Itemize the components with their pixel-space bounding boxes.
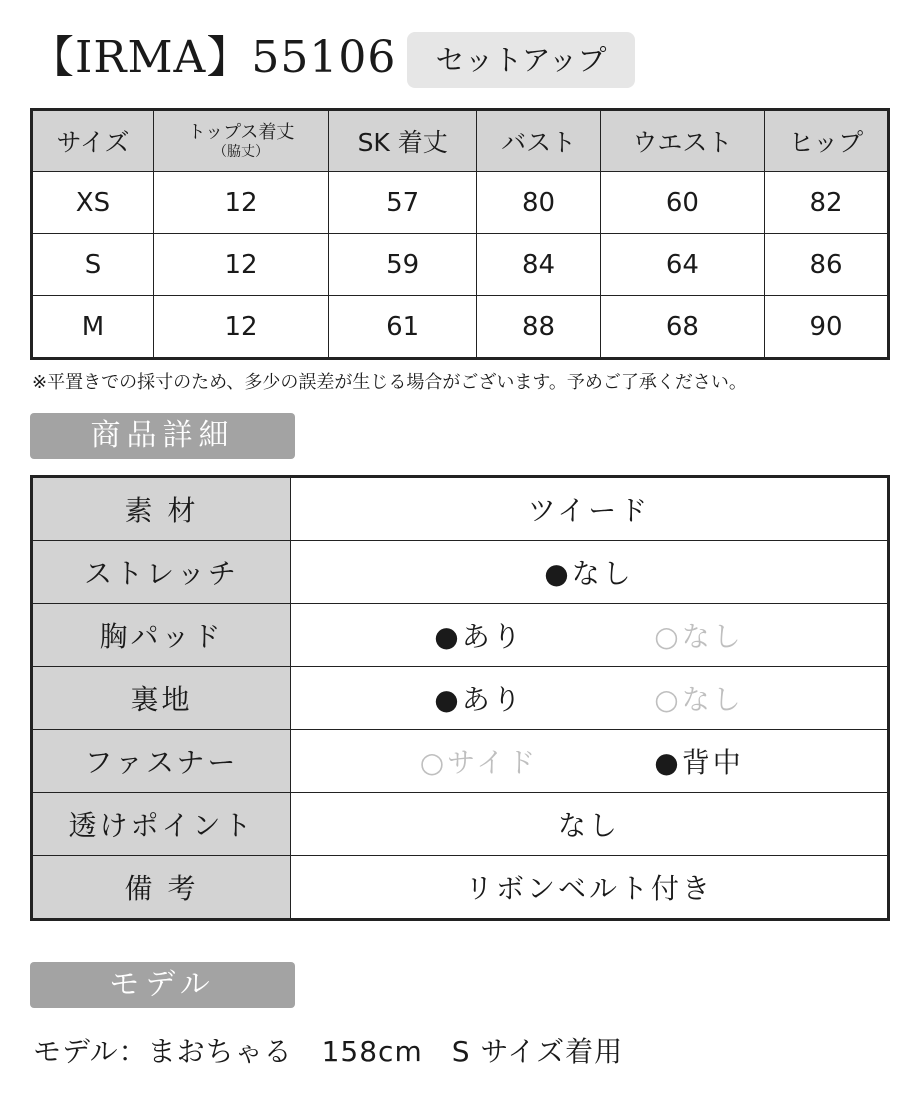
detail-value: リボンベルト付き <box>291 856 889 920</box>
option-unselected: ○なし <box>654 620 744 653</box>
cell-tops-length: 12 <box>153 234 328 296</box>
detail-value: ツイード <box>291 477 889 541</box>
col-side-length-label: （脇丈） <box>212 144 269 160</box>
detail-options <box>291 667 889 730</box>
cell-bust: 84 <box>477 234 601 296</box>
col-bust: バスト <box>477 110 601 172</box>
detail-row-fastener <box>32 730 889 793</box>
detail-label: 透けポイント <box>32 793 291 856</box>
cell-waist: 60 <box>600 172 764 234</box>
measurement-note: ※平置きでの採寸のため、多少の誤差が生じる場合がございます。予めご了承ください。 <box>32 372 747 393</box>
option-selected: ●あり <box>434 683 524 716</box>
cell-bust: 80 <box>477 172 601 234</box>
option-unselected: ○なし <box>654 683 744 716</box>
detail-row-pad <box>32 604 889 667</box>
detail-label: 素 材 <box>32 477 291 541</box>
detail-label: 備 考 <box>32 856 291 920</box>
cell-waist: 64 <box>600 234 764 296</box>
details-section-header: 商品詳細 <box>30 413 295 459</box>
model-info: モデル：まおちゃる 158cm S サイズ着用 <box>33 1035 624 1068</box>
cell-tops-length: 12 <box>153 172 328 234</box>
detail-label: 胸パッド <box>32 604 291 667</box>
detail-options <box>291 604 889 667</box>
detail-row-lining <box>32 667 889 730</box>
cell-hip: 90 <box>765 296 889 359</box>
details-table <box>30 475 890 921</box>
col-sk-length: SK 着丈 <box>329 110 477 172</box>
cell-tops-length: 12 <box>153 296 328 359</box>
product-title: 【IRMA】55106 <box>30 32 397 83</box>
detail-value: なし <box>291 793 889 856</box>
option-unselected: ○サイド <box>419 746 539 779</box>
detail-row-sheer <box>32 793 889 856</box>
col-size: サイズ <box>32 110 154 172</box>
cell-hip: 86 <box>765 234 889 296</box>
category-badge: セットアップ <box>407 32 635 88</box>
size-table-header <box>32 110 889 172</box>
cell-sk-length: 59 <box>329 234 477 296</box>
table-row <box>32 234 889 296</box>
col-tops-length-label: トップス着丈 <box>187 122 295 143</box>
table-row <box>32 172 889 234</box>
detail-row-material <box>32 477 889 541</box>
detail-label: ストレッチ <box>32 541 291 604</box>
col-hip: ヒップ <box>765 110 889 172</box>
detail-label: 裏地 <box>32 667 291 730</box>
cell-size: M <box>32 296 154 359</box>
detail-label: ファスナー <box>32 730 291 793</box>
cell-size: S <box>32 234 154 296</box>
cell-waist: 68 <box>600 296 764 359</box>
cell-hip: 82 <box>765 172 889 234</box>
detail-options <box>291 730 889 793</box>
option-selected: ●背中 <box>654 746 744 779</box>
detail-value: ●なし <box>291 541 889 604</box>
detail-row-stretch <box>32 541 889 604</box>
cell-sk-length: 61 <box>329 296 477 359</box>
col-waist: ウエスト <box>600 110 764 172</box>
cell-bust: 88 <box>477 296 601 359</box>
detail-row-remarks <box>32 856 889 920</box>
col-tops-length <box>153 110 328 172</box>
cell-sk-length: 57 <box>329 172 477 234</box>
option-selected: ●あり <box>434 620 524 653</box>
size-table <box>30 108 890 360</box>
table-row <box>32 296 889 359</box>
cell-size: XS <box>32 172 154 234</box>
model-section-header: モデル <box>30 962 295 1008</box>
